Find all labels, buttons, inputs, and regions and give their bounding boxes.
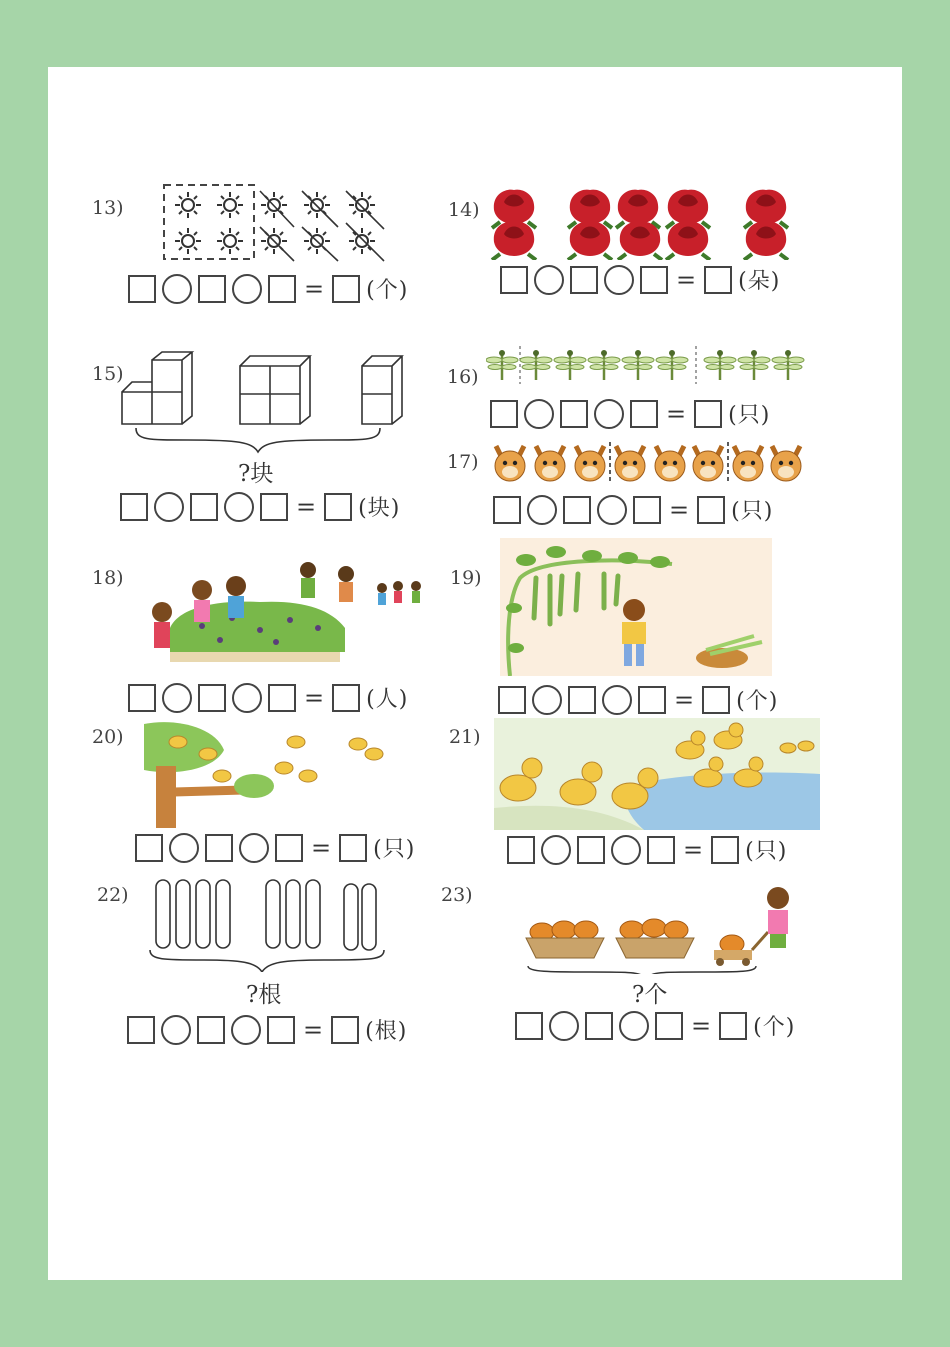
unit-label: (只) [373, 837, 416, 862]
dragonflies-illustration [486, 344, 808, 386]
equals-sign: = [304, 683, 325, 712]
problem-number: 20) [92, 726, 124, 748]
question-label: ?个 [632, 982, 668, 1008]
pumpkins-baskets-illustration [520, 882, 800, 974]
equals-sign: = [669, 495, 690, 524]
answer-box[interactable] [638, 686, 666, 714]
operator-circle[interactable] [527, 495, 557, 525]
answer-box[interactable] [577, 836, 605, 864]
question-label: ?块 [238, 461, 274, 487]
problem-number: 19) [450, 567, 482, 589]
equals-sign: = [296, 492, 317, 521]
ducks-pond-illustration [494, 718, 820, 830]
equals-sign: = [666, 399, 687, 428]
answer-box[interactable] [570, 266, 598, 294]
equals-sign: = [304, 274, 325, 303]
result-box[interactable] [702, 686, 730, 714]
equation-row [128, 273, 408, 304]
result-box[interactable] [324, 493, 352, 521]
unit-label: (个) [736, 689, 779, 714]
answer-box[interactable] [120, 493, 148, 521]
answer-box[interactable] [515, 1012, 543, 1040]
squirrels-illustration [490, 440, 806, 486]
answer-box[interactable] [493, 496, 521, 524]
answer-box[interactable] [633, 496, 661, 524]
answer-box[interactable] [568, 686, 596, 714]
equation-row [500, 264, 780, 295]
answer-box[interactable] [275, 834, 303, 862]
answer-box[interactable] [268, 275, 296, 303]
operator-circle[interactable] [602, 685, 632, 715]
operator-circle[interactable] [597, 495, 627, 525]
operator-circle[interactable] [611, 835, 641, 865]
equation-row [120, 491, 400, 522]
children-watering-illustration [140, 556, 430, 672]
unit-label: (根) [365, 1019, 408, 1044]
operator-circle[interactable] [162, 683, 192, 713]
result-box[interactable] [331, 1016, 359, 1044]
operator-circle[interactable] [161, 1015, 191, 1045]
answer-box[interactable] [267, 1016, 295, 1044]
equation-row [490, 398, 770, 429]
unit-label: (只) [728, 403, 771, 428]
answer-box[interactable] [205, 834, 233, 862]
equals-sign: = [691, 1011, 712, 1040]
answer-box[interactable] [197, 1016, 225, 1044]
answer-box[interactable] [647, 836, 675, 864]
result-box[interactable] [697, 496, 725, 524]
equation-row [515, 1010, 795, 1041]
operator-circle[interactable] [619, 1011, 649, 1041]
answer-box[interactable] [630, 400, 658, 428]
problem-number: 22) [97, 884, 129, 906]
unit-label: (人) [366, 687, 409, 712]
answer-box[interactable] [563, 496, 591, 524]
answer-box[interactable] [268, 684, 296, 712]
operator-circle[interactable] [549, 1011, 579, 1041]
operator-circle[interactable] [232, 683, 262, 713]
answer-box[interactable] [500, 266, 528, 294]
answer-box[interactable] [498, 686, 526, 714]
answer-box[interactable] [655, 1012, 683, 1040]
operator-circle[interactable] [224, 492, 254, 522]
equals-sign: = [303, 1015, 324, 1044]
answer-box[interactable] [135, 834, 163, 862]
answer-box[interactable] [507, 836, 535, 864]
question-label: ?根 [246, 982, 282, 1008]
result-box[interactable] [694, 400, 722, 428]
equation-row [127, 1014, 407, 1045]
result-box[interactable] [719, 1012, 747, 1040]
operator-circle[interactable] [594, 399, 624, 429]
operator-circle[interactable] [231, 1015, 261, 1045]
answer-box[interactable] [128, 684, 156, 712]
answer-box[interactable] [585, 1012, 613, 1040]
roses-illustration [486, 186, 798, 260]
equation-row [498, 684, 778, 715]
operator-circle[interactable] [524, 399, 554, 429]
operator-circle[interactable] [154, 492, 184, 522]
unit-label: (个) [753, 1015, 796, 1040]
answer-box[interactable] [190, 493, 218, 521]
answer-box[interactable] [198, 684, 226, 712]
operator-circle[interactable] [169, 833, 199, 863]
birds-tree-illustration [144, 720, 390, 828]
problem-number: 16) [447, 366, 479, 388]
equation-row [507, 834, 787, 865]
operator-circle[interactable] [534, 265, 564, 295]
result-box[interactable] [339, 834, 367, 862]
problem-number: 13) [92, 197, 124, 219]
equation-row [135, 832, 415, 863]
operator-circle[interactable] [532, 685, 562, 715]
problem-number: 18) [92, 567, 124, 589]
operator-circle[interactable] [232, 274, 262, 304]
sticks-illustration [144, 872, 390, 972]
unit-label: (只) [731, 499, 774, 524]
problem-number: 21) [449, 726, 481, 748]
equals-sign: = [683, 835, 704, 864]
cubes-illustration [118, 350, 408, 456]
problem-number: 17) [447, 451, 479, 473]
answer-box[interactable] [490, 400, 518, 428]
problem-number: 14) [448, 199, 480, 221]
operator-circle[interactable] [239, 833, 269, 863]
answer-box[interactable] [128, 275, 156, 303]
equals-sign: = [311, 833, 332, 862]
operator-circle[interactable] [541, 835, 571, 865]
flowers-illustration [162, 183, 390, 263]
equals-sign: = [676, 265, 697, 294]
answer-box[interactable] [127, 1016, 155, 1044]
operator-circle[interactable] [604, 265, 634, 295]
problem-number: 23) [441, 884, 473, 906]
unit-label: (朵) [738, 269, 781, 294]
unit-label: (块) [358, 496, 401, 521]
result-box[interactable] [711, 836, 739, 864]
equation-row [493, 494, 773, 525]
unit-label: (个) [366, 278, 409, 303]
beans-harvest-illustration [500, 538, 772, 676]
answer-box[interactable] [640, 266, 668, 294]
equation-row [128, 682, 408, 713]
answer-box[interactable] [260, 493, 288, 521]
operator-circle[interactable] [162, 274, 192, 304]
equals-sign: = [674, 685, 695, 714]
result-box[interactable] [332, 275, 360, 303]
answer-box[interactable] [560, 400, 588, 428]
answer-box[interactable] [198, 275, 226, 303]
result-box[interactable] [332, 684, 360, 712]
problem-number: 15) [92, 363, 124, 385]
result-box[interactable] [704, 266, 732, 294]
unit-label: (只) [745, 839, 788, 864]
